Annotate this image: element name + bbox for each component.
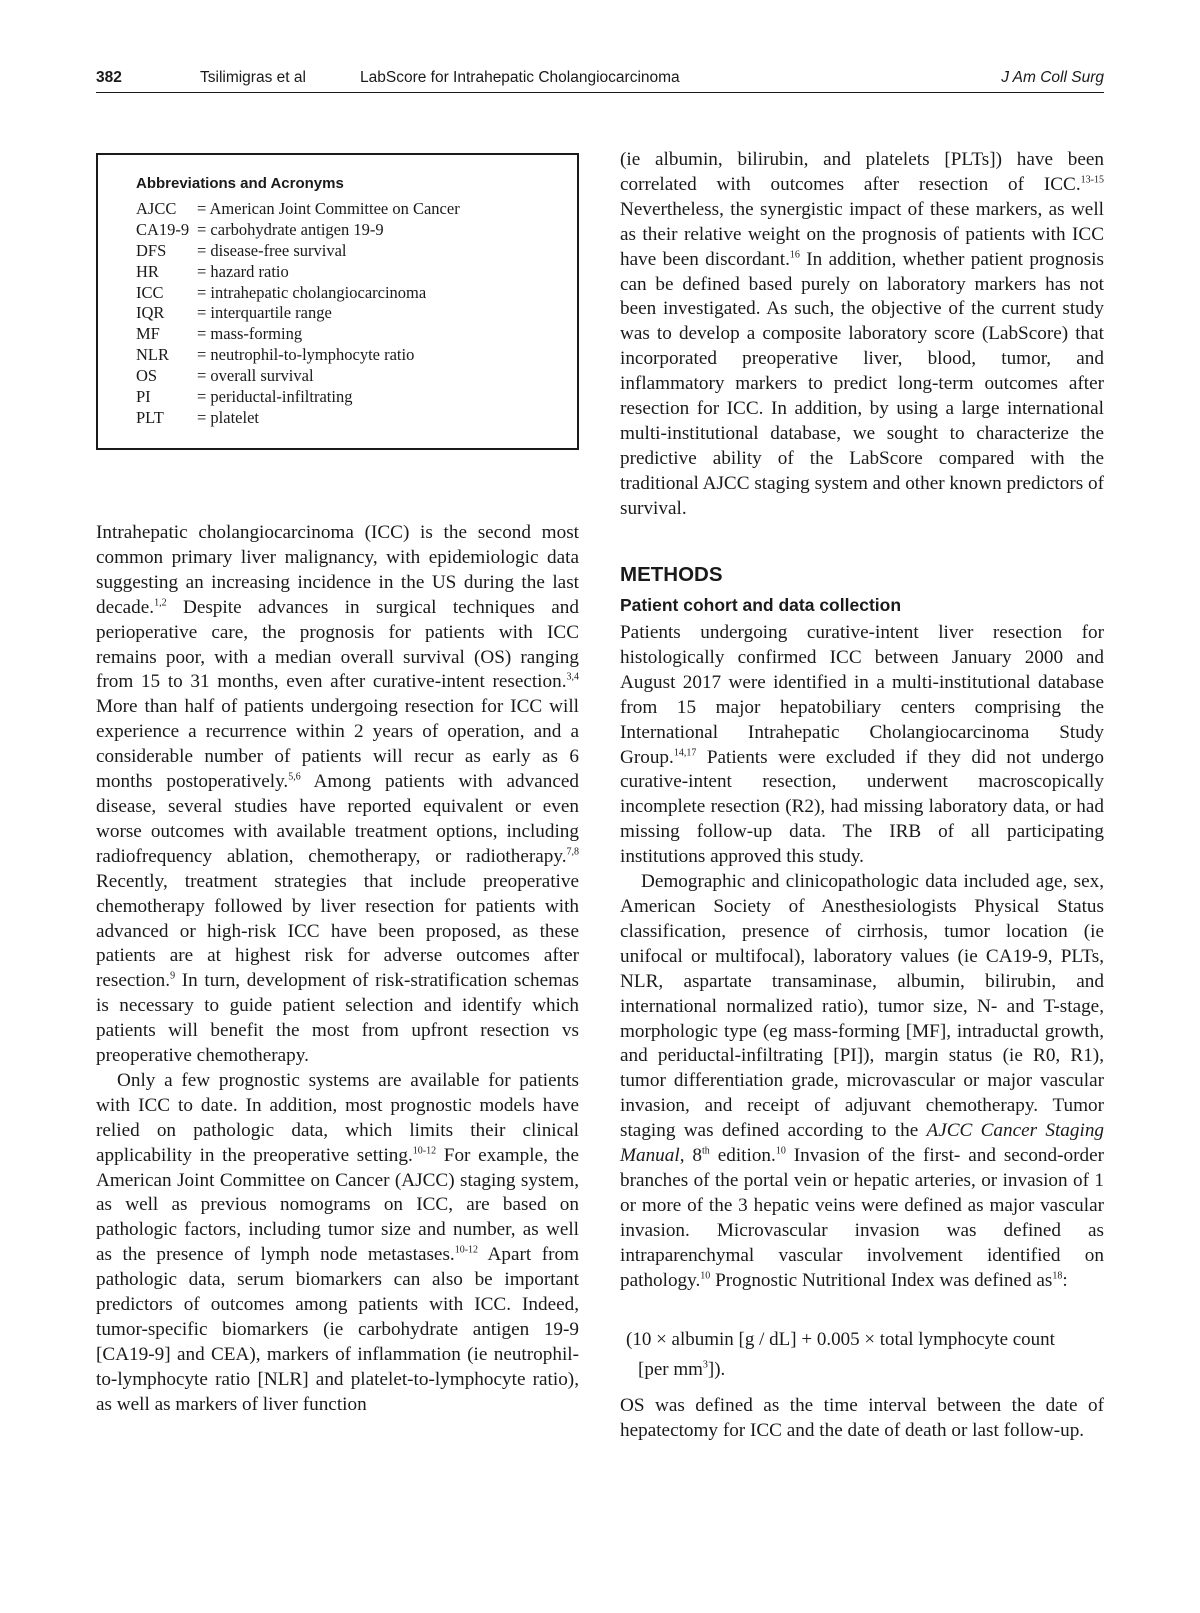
abbreviation-definition: = American Joint Committee on Cancer — [197, 199, 460, 218]
citation: 5,6 — [288, 771, 301, 783]
abbreviation-definition: = intrahepatic cholangiocarcinoma — [197, 282, 427, 302]
equation-line-1: (10 × albumin [g / dL] + 0.005 × total lymphocyte count — [626, 1329, 1055, 1350]
manual-title: AJCC Cancer Staging Manual — [620, 1120, 1105, 1167]
abbreviation-entry — [136, 303, 460, 324]
citation: 13-15 — [1080, 174, 1104, 186]
abbreviation-definition: = overall survival — [197, 366, 314, 386]
cohort-subheading: Patient cohort and data collection — [620, 595, 902, 615]
citation: 10-12 — [412, 1145, 437, 1157]
abbreviation-entry — [136, 345, 460, 366]
equation-line-2: [per $mm^3$]). — [638, 1359, 726, 1380]
citation: 10-12 — [454, 1244, 479, 1256]
abbreviation-term: ICC — [136, 282, 164, 302]
abbreviation-term: MF — [136, 324, 160, 344]
abbreviation-term: DFS — [136, 240, 167, 260]
methods-paragraph-1: Patients undergoing curative-intent liver resection for histologically confirmed ICC between January 2000 and August 2017 were identified in a multi-institutional database from 15 major hepatobiliary centers comprising the International Intrahepatic Cholangiocarcinoma Study Group.$^{14,17}$ Patients were excluded if they did not undergo curative-intent resection, underwent macroscopically incomplete resection (R2), had missing laboratory data, or had missing follow-up data. The IRB of all participating institutions approved this study. — [620, 622, 1104, 868]
abbreviation-entry — [136, 387, 460, 408]
intro-paragraph-1: Intrahepatic cholangiocarcinoma (ICC) is the second most common primary liver malignancy, with epidemiologic data suggesting an increasing incidence in the US during the last decade.$^{1,2}$ Despite advances in surgical techniques and perioperative care, the prognosis for patients with ICC remains poor, with a median overall survival (OS) ranging from 15 to 31 months, even after curative-intent resection.$^{3,4}$ More than half of patients undergoing resection for ICC will experience a recurrence within 2 years of operation, and a considerable number of patients will recur as early as 6 months postoperatively.$^{5,6}$ Among patients with advanced disease, several studies have reported equivalent or even worse outcomes with available treatment options, including radiofrequency ablation, chemotherapy, or radiotherapy.$^{7,8}$ Recently, treatment strategies that include preoperative chemotherapy followed by liver resection for patients with advanced or high-risk ICC have been proposed, as these patients are at highest risk for adverse outcomes after resection.$^9$ In turn, development of risk-stratification schemas is necessary to guide patient selection and identify which patients will benefit the most from upfront resection vs preoperative chemotherapy. — [96, 522, 579, 1067]
abbreviation-entry — [136, 283, 460, 304]
methods-paragraph-3: OS was defined as the time interval between the date of hepatectomy for ICC and the date of death or last follow-up. — [620, 1395, 1104, 1441]
right-column-os — [620, 1394, 1104, 1444]
right-column-methods — [620, 621, 1104, 1293]
methods-heading: METHODS — [620, 563, 723, 586]
citation: 18 — [1052, 1270, 1063, 1282]
citation: 10 — [775, 1145, 786, 1157]
intro-paragraph-2: Only a few prognostic systems are available for patients with ICC to date. In addition, most prognostic models have relied on pathologic data, which limits their clinical applicability in the preoperative setting.$^{10-12}$ For example, the American Joint Committee on Cancer (AJCC) staging system, as well as previous nomograms on ICC, are based on pathologic factors, including tumor size and number, as well as the presence of lymph node metastases.$^{10-12}$ Apart from pathologic data, serum biomarkers can also be important predictors of outcomes among patients with ICC. Indeed, tumor-specific biomarkers (ie carbohydrate antigen 19-9 [CA19-9] and CEA), markers of inflammation (ie neutrophil-to-lymphocyte ratio [NLR] and platelet-to-lymphocyte ratio), as well as markers of liver function — [96, 1069, 579, 1415]
citation: 14,17 — [673, 747, 697, 759]
citation: 9 — [170, 970, 176, 982]
citation: 1,2 — [154, 597, 167, 609]
citation: 16 — [789, 249, 800, 261]
citation: 10 — [700, 1270, 711, 1282]
abbreviation-definition: = hazard ratio — [197, 261, 289, 281]
abbreviation-term: HR — [136, 261, 159, 281]
abbreviations-box — [96, 153, 579, 450]
abbreviation-entry — [136, 262, 460, 283]
page-number: 382 — [96, 69, 122, 86]
abbreviation-definition: = mass-forming — [197, 324, 303, 344]
abbreviation-term: PLT — [136, 407, 164, 427]
citation: 7,8 — [566, 846, 579, 858]
abbreviation-definition: = carbohydrate antigen 19-9 — [197, 219, 384, 239]
abbreviation-term: NLR — [136, 345, 169, 365]
abbreviation-entry — [136, 241, 460, 262]
right-column-intro — [620, 148, 1104, 522]
header-journal: J Am Coll Surg — [1001, 69, 1104, 86]
abbreviations-title: Abbreviations and Acronyms — [136, 175, 344, 192]
abbreviation-term: AJCC — [136, 199, 177, 218]
pni-equation — [626, 1325, 1106, 1385]
abbreviation-entry — [136, 366, 460, 387]
running-header — [96, 66, 1104, 93]
abbreviation-entry — [136, 199, 460, 220]
abbreviation-definition: = platelet — [197, 407, 259, 427]
left-column — [96, 521, 579, 1418]
abbreviation-term: PI — [136, 387, 151, 407]
abbreviation-entry — [136, 220, 460, 241]
abbreviation-term: CA19-9 — [136, 219, 190, 239]
abbreviation-definition: = periductal-infiltrating — [197, 387, 353, 407]
abbreviation-definition: = interquartile range — [197, 303, 332, 323]
abbreviation-entry — [136, 408, 460, 429]
abbreviation-entry — [136, 324, 460, 345]
abbreviation-term: OS — [136, 366, 158, 386]
intro-paragraph-3: (ie albumin, bilirubin, and platelets [PLTs]) have been correlated with outcomes after resection of ICC.$^{13-15}$ Nevertheless, the synergistic impact of these markers, as well as their relative weight on the prognosis of patients with ICC have been discordant.$^{16}$ In addition, whether patient prognosis can be defined based purely on laboratory markers has not been investigated. As such, the objective of the current study was to develop a composite laboratory score (LabScore) that incorporated preoperative liver, blood, tumor, and inflammatory markers to predict long-term outcomes after resection for ICC. In addition, by using a large international multi-institutional database, we sought to characterize the predictive ability of the LabScore compared with the traditional AJCC staging system and other known predictors of survival. — [620, 149, 1104, 519]
methods-paragraph-2: Demographic and clinicopathologic data included age, sex, American Society of Anesthesiologists Physical Status classification, presence of cirrhosis, tumor location (ie unifocal or multifocal), laboratory values (ie CA19-9, PLTs, NLR, aspartate transaminase, albumin, bilirubin, and international normalized ratio), tumor size, N- and T-stage, morphologic type (eg mass-forming [MF], intraductal growth, and periductal-infiltrating [PI]), margin status (ie R0, R1), tumor differentiation grade, microvascular or major vascular invasion, and receipt of adjuvant chemotherapy. Tumor staging was defined according to the AJCC Cancer Staging Manual, 8th edition.$^{10}$ Invasion of the first- and second-order branches of the portal vein or hepatic arteries, or invasion of 1 or more of the 3 hepatic veins were defined as major vascular invasion. Microvascular invasion was defined as intraparenchymal vascular involvement identified on pathology.$^{10}$ Prognostic Nutritional Index was defined $as^{18}$: — [620, 871, 1105, 1291]
header-authors: Tsilimigras et al — [200, 69, 306, 86]
citation: 3,4 — [566, 671, 579, 683]
header-running-title: LabScore for Intrahepatic Cholangiocarcinoma — [360, 69, 680, 86]
abbreviation-term: IQR — [136, 303, 165, 323]
abbreviation-definition: = disease-free survival — [197, 240, 347, 260]
abbreviations-list — [136, 199, 460, 429]
abbreviation-definition: = neutrophil-to-lymphocyte ratio — [197, 345, 415, 365]
